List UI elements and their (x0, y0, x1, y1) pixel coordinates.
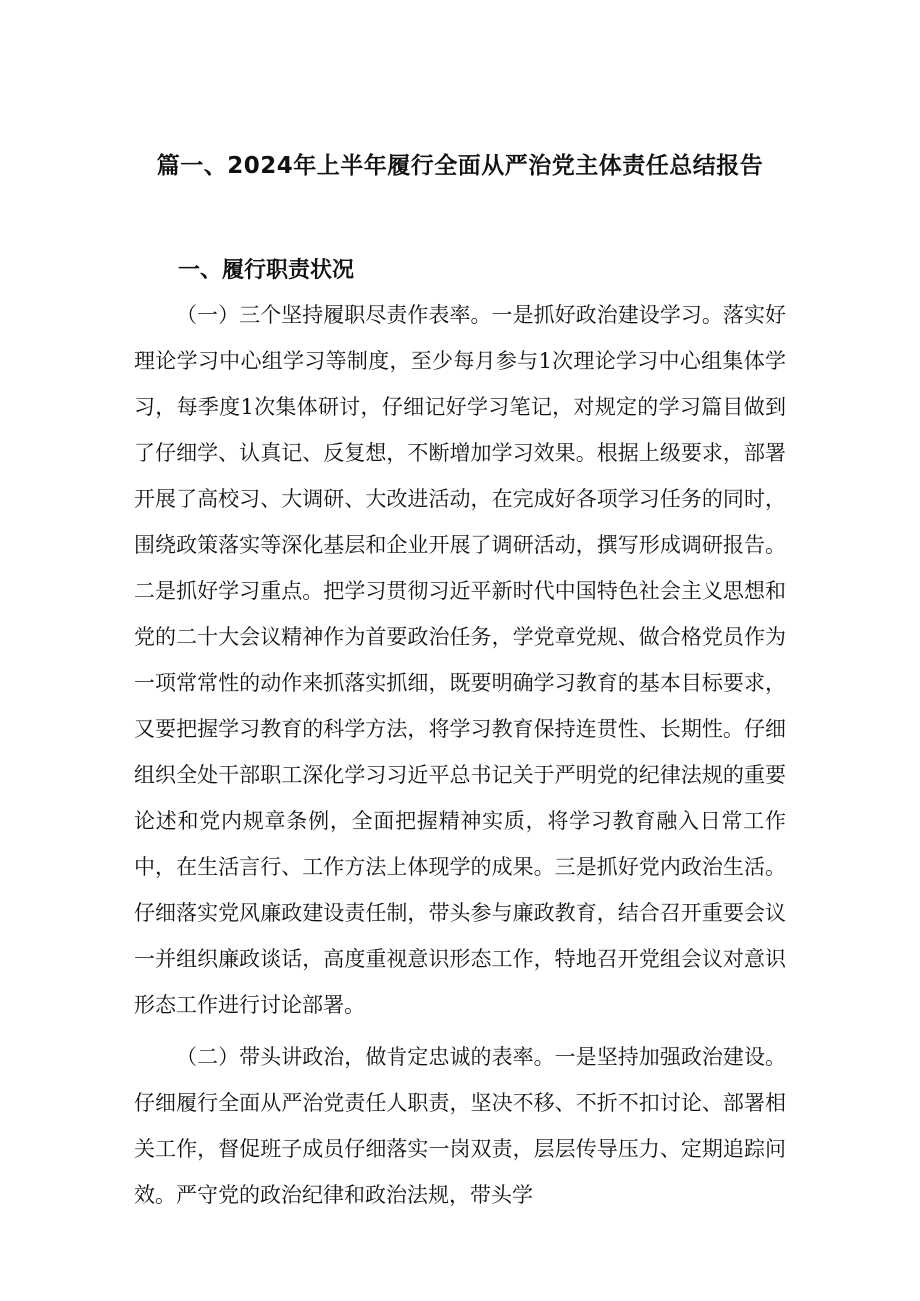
body-paragraph-2: （二）带头讲政治，做肯定忠诚的表率。一是坚持加强政治建设。仔细履行全面从严治党责任人职责，坚决不移、不折不扣讨论、部署相关工作，督促班子成员仔细落实一岗双责，层层传导压力、定期追踪问效。严守党的政治纪律和政治法规，带头学 (134, 1045, 786, 1207)
body-paragraph-1: （一）三个坚持履职尽责作表率。一是抓好政治建设学习。落实好理论学习中心组学习等制度，至少每月参与1次理论学习中心组集体学习，每季度1次集体研讨，仔细记好学习笔记，对规定的学习篇目做到了仔细学、认真记、反复想，不断增加学习效果。根据上级要求，部署开展了高校习、大调研、大改进活动，在完成好各项学习任务的同时，围绕政策落实等深化基层和企业开展了调研活动，撰写形成调研报告。二是抓好学习重点。把学习贯彻习近平新时代中国特色社会主义思想和党的二十大会议精神作为首要政治任务，学党章党规、做合格党员作为一项常常性的动作来抓落实抓细，既要明确学习教育的基本目标要求，又要把握学习教育的科学方法，将学习教育保持连贯性、长期性。仔细组织全处干部职工深化学习习近平总书记关于严明党的纪律法规的重要论述和党内规章条例，全面把握精神实质，将学习教育融入日常工作中，在生活言行、工作方法上体现学的成果。三是抓好党内政治生活。仔细落实党风廉政建设责任制，带头参与廉政教育，结合召开重要会议一并组织廉政谈话，高度重视意识形态工作，特地召开党组会议对意识形态工作进行讨论部署。 (134, 303, 786, 1017)
document-title: 篇一、2024年上半年履行全面从严治党主体责任总结报告 (156, 153, 764, 179)
section-heading: 一、履行职责状况 (178, 258, 355, 283)
